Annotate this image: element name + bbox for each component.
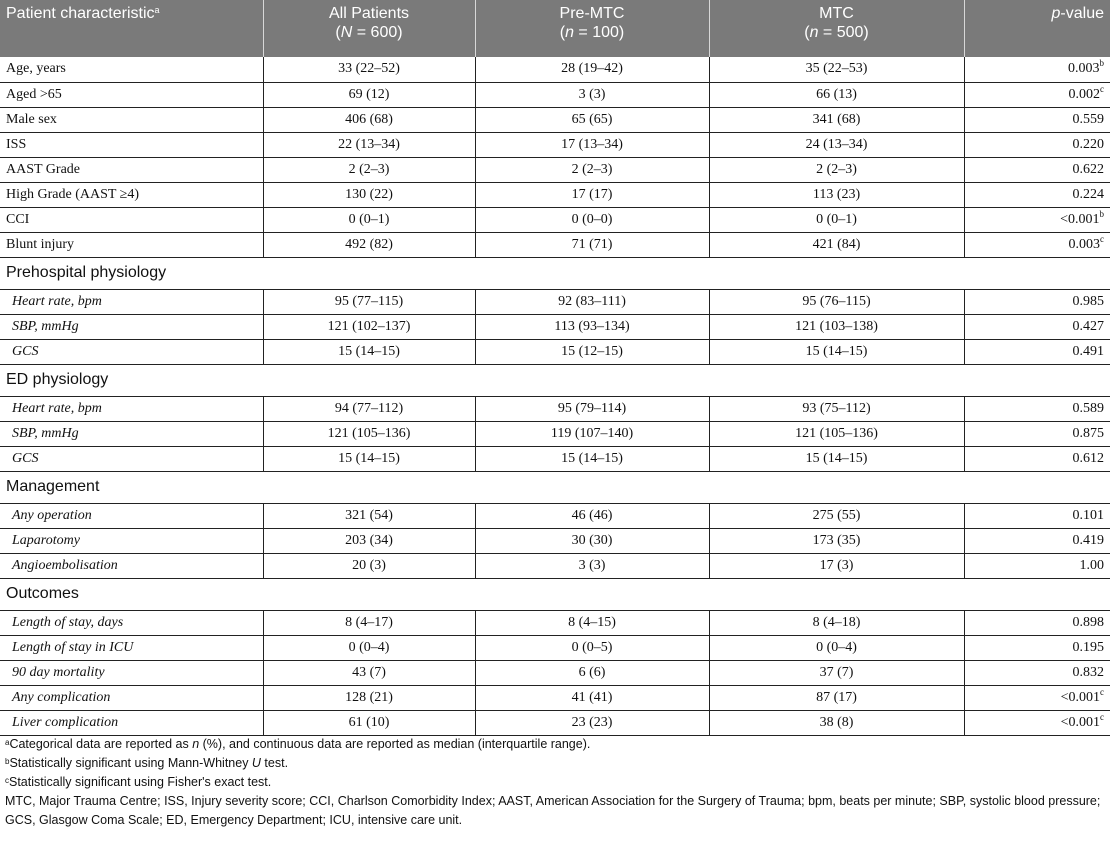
all-patients-cell: 95 (77–115): [263, 289, 475, 314]
footnote-a: $^a$Categorical data are reported as n (%), and continuous data are reported as median (interquartile range).: [5, 737, 591, 751]
row-label: Any operation: [0, 503, 263, 528]
pre-mtc-cell: 95 (79–114): [475, 396, 709, 421]
all-patients-cell: 22 (13–34): [263, 132, 475, 157]
mtc-cell: 38 (8): [709, 710, 964, 735]
table-body: [0, 57, 1110, 735]
all-patients-cell: 2 (2–3): [263, 157, 475, 182]
p-value-cell: 0.003$^b$: [964, 57, 1110, 82]
pre-mtc-cell: 28 (19–42): [475, 57, 709, 82]
all-patients-cell: 0 (0–4): [263, 635, 475, 660]
mtc-cell: 8 (4–18): [709, 610, 964, 635]
all-patients-cell: 94 (77–112): [263, 396, 475, 421]
p-value-cell: 1.00: [964, 553, 1110, 578]
pre-mtc-cell: 46 (46): [475, 503, 709, 528]
table-row: [0, 553, 1110, 578]
pre-mtc-cell: 2 (2–3): [475, 157, 709, 182]
row-label: AAST Grade: [0, 157, 263, 182]
p-value-cell: 0.985: [964, 289, 1110, 314]
table-row: [0, 314, 1110, 339]
section-title: Prehospital physiology: [0, 257, 1110, 289]
table-row: [0, 157, 1110, 182]
p-value-cell: 0.220: [964, 132, 1110, 157]
all-patients-cell: 321 (54): [263, 503, 475, 528]
pre-mtc-cell: 113 (93–134): [475, 314, 709, 339]
p-value-cell: 0.491: [964, 339, 1110, 364]
p-value-cell: <0.001$^c$: [964, 685, 1110, 710]
all-patients-cell: 15 (14–15): [263, 339, 475, 364]
pre-mtc-cell: 3 (3): [475, 82, 709, 107]
all-patients-cell: 61 (10): [263, 710, 475, 735]
table-row: [0, 528, 1110, 553]
all-patients-cell: 128 (21): [263, 685, 475, 710]
mtc-cell: 35 (22–53): [709, 57, 964, 82]
table-footnotes: [5, 735, 1107, 830]
all-patients-cell: 20 (3): [263, 553, 475, 578]
row-label: CCI: [0, 207, 263, 232]
section-title: Outcomes: [0, 578, 1110, 610]
row-label: GCS: [0, 446, 263, 471]
row-label: Heart rate, bpm: [0, 396, 263, 421]
row-label: SBP, mmHg: [0, 421, 263, 446]
header-mtc: MTC (n = 500): [709, 0, 964, 57]
p-value-cell: 0.002$^c$: [964, 82, 1110, 107]
pre-mtc-cell: 65 (65): [475, 107, 709, 132]
footnote-abbreviations: MTC, Major Trauma Centre; ISS, Injury severity score; CCI, Charlson Comorbidity Index; AAST, American Association for the Surgery of Trauma; bpm, beats per minute; SBP, systolic blood pressure; GCS, Glasgow Coma Scale; ED, Emergency Department; ICU, intensive care unit.: [5, 794, 1101, 827]
pre-mtc-cell: 23 (23): [475, 710, 709, 735]
p-value-cell: 0.898: [964, 610, 1110, 635]
pre-mtc-cell: 17 (13–34): [475, 132, 709, 157]
all-patients-cell: 492 (82): [263, 232, 475, 257]
mtc-cell: 421 (84): [709, 232, 964, 257]
mtc-cell: 17 (3): [709, 553, 964, 578]
table-row: [0, 710, 1110, 735]
row-label: Angioembolisation: [0, 553, 263, 578]
row-label: Blunt injury: [0, 232, 263, 257]
mtc-cell: 341 (68): [709, 107, 964, 132]
all-patients-cell: 15 (14–15): [263, 446, 475, 471]
table-row: [0, 635, 1110, 660]
footnote-b: $^b$Statistically significant using Mann-Whitney U test.: [5, 756, 289, 770]
pre-mtc-cell: 92 (83–111): [475, 289, 709, 314]
mtc-cell: 93 (75–112): [709, 396, 964, 421]
table-row: [0, 446, 1110, 471]
p-value-cell: 0.875: [964, 421, 1110, 446]
table-row: [0, 396, 1110, 421]
pre-mtc-cell: 41 (41): [475, 685, 709, 710]
row-label: ISS: [0, 132, 263, 157]
p-value-cell: <0.001$^c$: [964, 710, 1110, 735]
mtc-cell: 275 (55): [709, 503, 964, 528]
mtc-cell: 173 (35): [709, 528, 964, 553]
all-patients-cell: 121 (102–137): [263, 314, 475, 339]
table-row: [0, 503, 1110, 528]
all-patients-cell: 203 (34): [263, 528, 475, 553]
pre-mtc-cell: 0 (0–5): [475, 635, 709, 660]
table-row: [0, 660, 1110, 685]
row-label: Any complication: [0, 685, 263, 710]
section-title: ED physiology: [0, 364, 1110, 396]
mtc-cell: 121 (103–138): [709, 314, 964, 339]
all-patients-cell: 0 (0–1): [263, 207, 475, 232]
mtc-cell: 15 (14–15): [709, 446, 964, 471]
pre-mtc-cell: 30 (30): [475, 528, 709, 553]
pre-mtc-cell: 15 (12–15): [475, 339, 709, 364]
row-label: Male sex: [0, 107, 263, 132]
p-value-cell: 0.427: [964, 314, 1110, 339]
header-patient-characteristic: Patient characteristic$^a$: [0, 0, 263, 57]
table-row: [0, 421, 1110, 446]
row-label: Length of stay in ICU: [0, 635, 263, 660]
mtc-cell: 15 (14–15): [709, 339, 964, 364]
pre-mtc-cell: 6 (6): [475, 660, 709, 685]
section-header-row: [0, 257, 1110, 289]
row-label: High Grade (AAST ≥4): [0, 182, 263, 207]
table-row: [0, 132, 1110, 157]
row-label: 90 day mortality: [0, 660, 263, 685]
mtc-cell: 95 (76–115): [709, 289, 964, 314]
pre-mtc-cell: 71 (71): [475, 232, 709, 257]
p-value-cell: 0.559: [964, 107, 1110, 132]
mtc-cell: 0 (0–4): [709, 635, 964, 660]
all-patients-cell: 33 (22–52): [263, 57, 475, 82]
row-label: SBP, mmHg: [0, 314, 263, 339]
table-row: [0, 685, 1110, 710]
table-row: [0, 289, 1110, 314]
p-value-cell: 0.224: [964, 182, 1110, 207]
pre-mtc-cell: 8 (4–15): [475, 610, 709, 635]
row-label: GCS: [0, 339, 263, 364]
mtc-cell: 113 (23): [709, 182, 964, 207]
all-patients-cell: 130 (22): [263, 182, 475, 207]
pre-mtc-cell: 17 (17): [475, 182, 709, 207]
section-header-row: [0, 471, 1110, 503]
table-row: [0, 232, 1110, 257]
all-patients-cell: 8 (4–17): [263, 610, 475, 635]
mtc-cell: 66 (13): [709, 82, 964, 107]
header-all-patients: All Patients (N = 600): [263, 0, 475, 57]
table-row: [0, 182, 1110, 207]
row-label: Liver complication: [0, 710, 263, 735]
p-value-cell: 0.589: [964, 396, 1110, 421]
table-row: [0, 610, 1110, 635]
row-label: Laparotomy: [0, 528, 263, 553]
p-value-cell: 0.101: [964, 503, 1110, 528]
table-row: [0, 107, 1110, 132]
row-label: Age, years: [0, 57, 263, 82]
footnote-c: $^c$Statistically significant using Fisher's exact test.: [5, 775, 272, 789]
mtc-cell: 121 (105–136): [709, 421, 964, 446]
mtc-cell: 0 (0–1): [709, 207, 964, 232]
p-value-cell: 0.003$^c$: [964, 232, 1110, 257]
header-pre-mtc: Pre-MTC (n = 100): [475, 0, 709, 57]
table-row: [0, 339, 1110, 364]
mtc-cell: 2 (2–3): [709, 157, 964, 182]
table-row: [0, 82, 1110, 107]
mtc-cell: 87 (17): [709, 685, 964, 710]
p-value-cell: 0.622: [964, 157, 1110, 182]
p-value-cell: 0.419: [964, 528, 1110, 553]
section-header-row: [0, 578, 1110, 610]
pre-mtc-cell: 119 (107–140): [475, 421, 709, 446]
table-header-row: [0, 0, 1110, 57]
p-value-cell: 0.195: [964, 635, 1110, 660]
section-header-row: [0, 364, 1110, 396]
table-row: [0, 57, 1110, 82]
all-patients-cell: 69 (12): [263, 82, 475, 107]
pre-mtc-cell: 15 (14–15): [475, 446, 709, 471]
row-label: Length of stay, days: [0, 610, 263, 635]
all-patients-cell: 121 (105–136): [263, 421, 475, 446]
section-title: Management: [0, 471, 1110, 503]
header-p-value: p-value: [964, 0, 1110, 57]
mtc-cell: 37 (7): [709, 660, 964, 685]
p-value-cell: 0.832: [964, 660, 1110, 685]
row-label: Aged >65: [0, 82, 263, 107]
pre-mtc-cell: 3 (3): [475, 553, 709, 578]
all-patients-cell: 43 (7): [263, 660, 475, 685]
p-value-cell: <0.001$^b$: [964, 207, 1110, 232]
mtc-cell: 24 (13–34): [709, 132, 964, 157]
table-row: [0, 207, 1110, 232]
pre-mtc-cell: 0 (0–0): [475, 207, 709, 232]
p-value-cell: 0.612: [964, 446, 1110, 471]
row-label: Heart rate, bpm: [0, 289, 263, 314]
all-patients-cell: 406 (68): [263, 107, 475, 132]
